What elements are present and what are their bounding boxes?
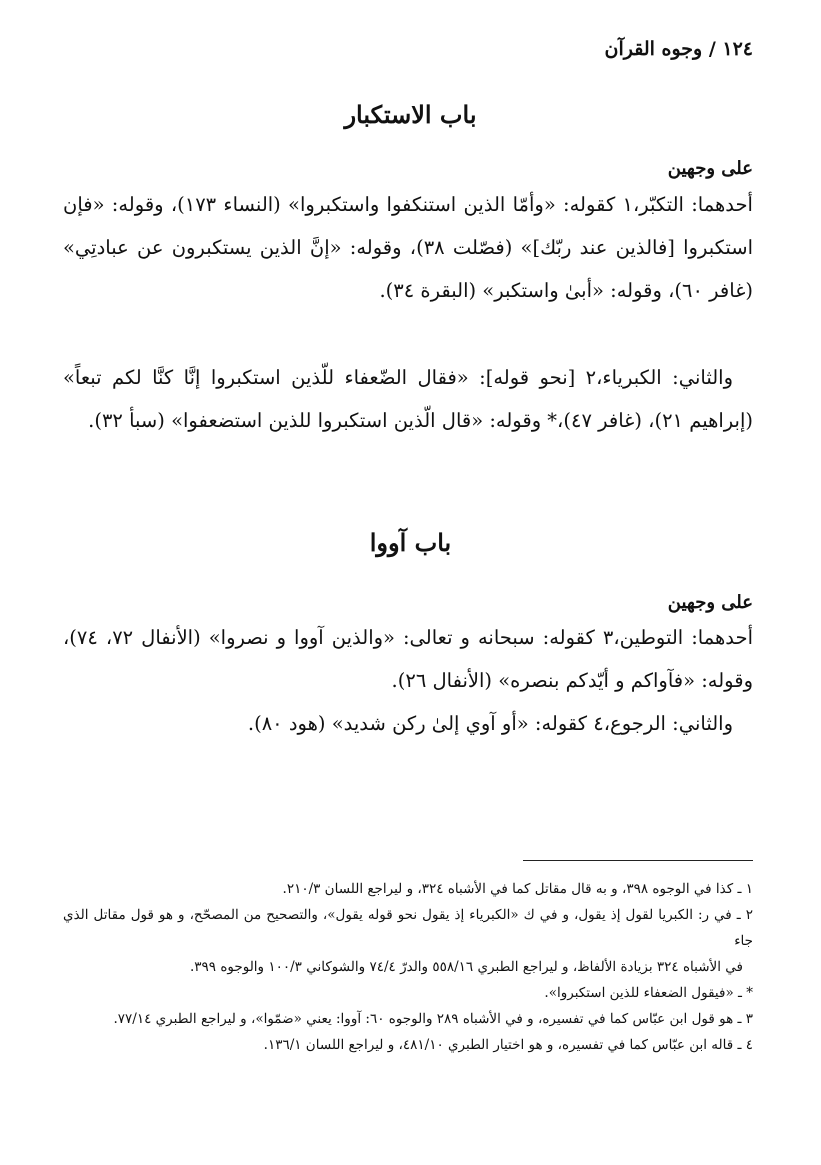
section-title-istikbar: باب الاستكبار [344, 100, 477, 129]
section-title-awaw: باب آووا [369, 528, 452, 557]
section-body [63, 616, 753, 745]
paragraph: والثاني: الرجوع،٤ كقوله: «أو آوي إلىٰ ركن شديد» (هود ٨٠). [247, 712, 733, 735]
footnote: ١ ـ كذا في الوجوه ٣٩٨، و به قال مقاتل كما في الأشباه ٣٢٤، و ليراجع اللسان ٢١٠/٣. [282, 881, 753, 897]
section-body [63, 183, 753, 312]
section-subtitle: على وجهين [667, 158, 753, 179]
running-header: ١٢٤ / وجوه القرآن [604, 38, 753, 60]
footnote: ٤ ـ قاله ابن عبّاس كما في تفسيره، و هو اختيار الطبري ٤٨١/١٠، و ليراجع اللسان ١٣٦/١. [263, 1037, 753, 1053]
paragraph: أحدهما: التكبّر،١ كقوله: «وأمّا الذين استنكفوا واستكبروا» (النساء ١٧٣)، وقوله: «فإن استكبروا [فالذين عند ربّك]» (فصّلت ٣٨)، وقوله: «إنَّ الذين يستكبرون عن عبادتِي» (غافر ٦٠)، وقوله: «أبىٰ واستكبر» (البقرة ٣٤). [63, 193, 754, 302]
footnote: ٣ ـ هو قول ابن عبّاس كما في تفسيره، و في الأشباه ٢٨٩ والوجوه ٦٠: آووا: يعني «ضمّوا»، و ليراجع الطبري ٧٧/١٤. [113, 1011, 753, 1027]
section-subtitle: على وجهين [667, 592, 753, 613]
paragraph: أحدهما: التوطين،٣ كقوله: سبحانه و تعالى: «والذين آووا و نصروا» (الأنفال ٧٢، ٧٤)، وقوله: «فآواكم و أيّدكم بنصره» (الأنفال ٢٦). [63, 626, 753, 692]
footnote: * ـ «فيقول الضعفاء للذين استكبروا». [544, 985, 753, 1001]
footnote: ٢ ـ في ر: الكبريا لقول إذ يقول، و في ك «الكبرياء إذ يقول نحو قوله يقول»، والتصحيح من المصحّح، و هو قول مقاتل الذي جاء [63, 907, 753, 949]
footnote-continuation: في الأشباه ٣٢٤ بزيادة الألفاظ، و ليراجع الطبري ٥٥٨/١٦ والدرّ ٧٤/٤ والشوكاني ١٠٠/٣ والوجوه ٣٩٩. [189, 959, 743, 975]
footnotes [63, 876, 753, 1058]
paragraph: والثاني: الكبرياء،٢ [نحو قوله]: «فقال الضّعفاء للّذين استكبروا إنَّا كنَّا لكم تبعاً» (إبراهيم ٢١)، (غافر ٤٧)،* وقوله: «قال الّذين استكبروا للذين استضعفوا» (سبأ ٣٢). [63, 366, 753, 432]
section-body [63, 356, 753, 442]
footnote-divider [523, 860, 753, 861]
